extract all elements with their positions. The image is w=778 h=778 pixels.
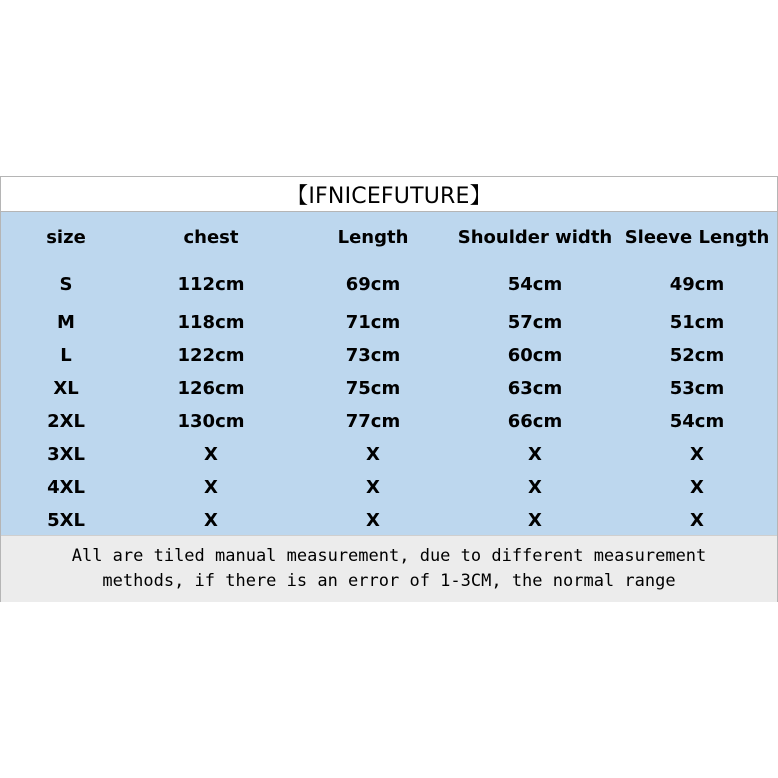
chest-cell: X bbox=[204, 476, 218, 498]
size-cell: 5XL bbox=[47, 509, 85, 531]
sleeve-cell: 49cm bbox=[669, 273, 725, 295]
chest-cell: 122cm bbox=[177, 344, 245, 366]
length-cell: 77cm bbox=[345, 410, 401, 432]
table-row bbox=[1, 340, 777, 370]
chest-cell: X bbox=[204, 509, 218, 531]
shoulder-cell: 63cm bbox=[507, 377, 563, 399]
chest-cell: 130cm bbox=[177, 410, 245, 432]
shoulder-cell: 57cm bbox=[507, 311, 563, 333]
sleeve-cell: 52cm bbox=[669, 344, 725, 366]
header-sleeve-length: Sleeve Length bbox=[624, 226, 770, 248]
chest-cell: 126cm bbox=[177, 377, 245, 399]
table-row bbox=[1, 307, 777, 337]
chest-cell: X bbox=[204, 443, 218, 465]
sleeve-cell: 51cm bbox=[669, 311, 725, 333]
table-row bbox=[1, 439, 777, 469]
length-cell: 71cm bbox=[345, 311, 401, 333]
table-row bbox=[1, 269, 777, 299]
sleeve-cell: 53cm bbox=[669, 377, 725, 399]
shoulder-cell: X bbox=[528, 509, 542, 531]
length-cell: X bbox=[366, 476, 380, 498]
table-header-row bbox=[1, 222, 777, 252]
shoulder-cell: X bbox=[528, 476, 542, 498]
measurement-note bbox=[1, 535, 777, 602]
size-cell: M bbox=[57, 311, 75, 333]
length-cell: X bbox=[366, 509, 380, 531]
size-chart bbox=[0, 176, 778, 602]
sleeve-cell: X bbox=[690, 443, 704, 465]
header-size: size bbox=[46, 226, 86, 248]
note-line-2: methods, if there is an error of 1-3CM, the normal range bbox=[102, 571, 676, 591]
header-shoulder-width: Shoulder width bbox=[457, 226, 613, 248]
chest-cell: 112cm bbox=[177, 273, 245, 295]
size-cell: S bbox=[59, 273, 73, 295]
shoulder-cell: 66cm bbox=[507, 410, 563, 432]
sleeve-cell: 54cm bbox=[669, 410, 725, 432]
table-row bbox=[1, 505, 777, 535]
brand-title: 【IFNICEFUTURE】 bbox=[1, 177, 777, 212]
size-cell: 2XL bbox=[47, 410, 85, 432]
size-cell: L bbox=[60, 344, 72, 366]
table-row bbox=[1, 472, 777, 502]
header-chest: chest bbox=[183, 226, 239, 248]
table-row bbox=[1, 373, 777, 403]
shoulder-cell: 54cm bbox=[507, 273, 563, 295]
length-cell: 75cm bbox=[345, 377, 401, 399]
chest-cell: 118cm bbox=[177, 311, 245, 333]
size-cell: XL bbox=[53, 377, 79, 399]
shoulder-cell: X bbox=[528, 443, 542, 465]
length-cell: 73cm bbox=[345, 344, 401, 366]
length-cell: X bbox=[366, 443, 380, 465]
size-cell: 3XL bbox=[47, 443, 85, 465]
size-cell: 4XL bbox=[47, 476, 85, 498]
sleeve-cell: X bbox=[690, 509, 704, 531]
length-cell: 69cm bbox=[345, 273, 401, 295]
note-line-1: All are tiled manual measurement, due to different measurement bbox=[71, 546, 707, 566]
header-length: Length bbox=[337, 226, 409, 248]
table-row bbox=[1, 406, 777, 436]
size-table bbox=[1, 212, 777, 535]
shoulder-cell: 60cm bbox=[507, 344, 563, 366]
sleeve-cell: X bbox=[690, 476, 704, 498]
